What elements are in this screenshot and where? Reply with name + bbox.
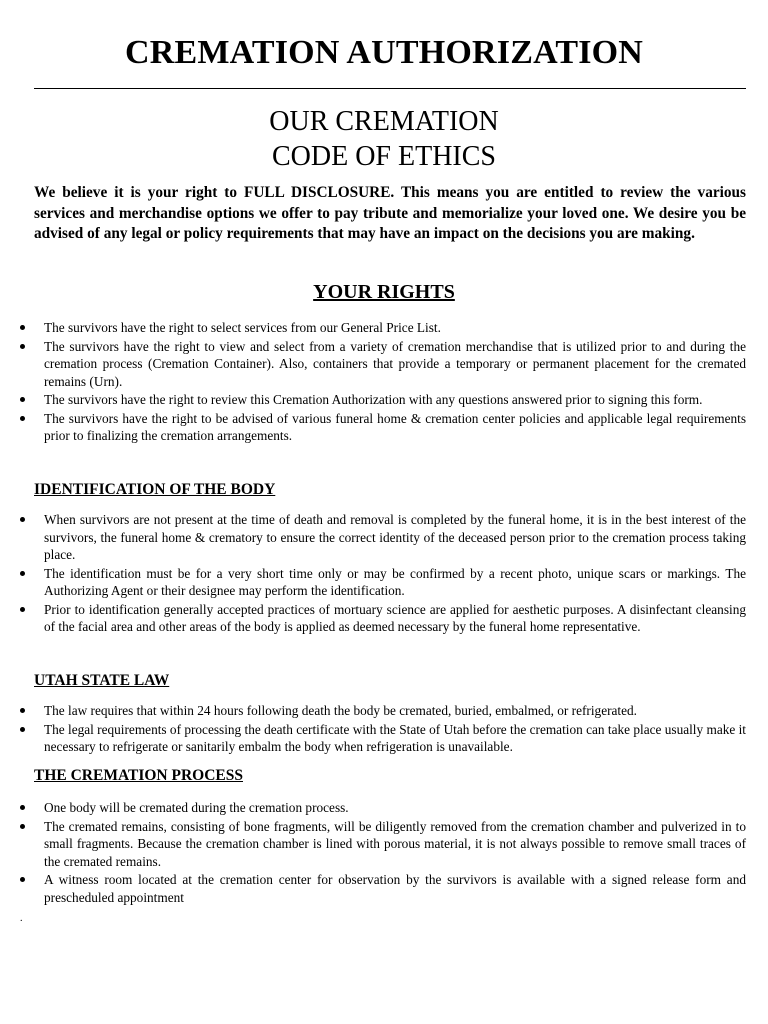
list-item — [20, 601, 746, 636]
list-item — [20, 871, 746, 906]
list-item — [20, 391, 746, 409]
cremation-process-list — [20, 799, 746, 907]
your-rights-list — [20, 319, 746, 446]
cremation-process-heading: THE CREMATION PROCESS — [34, 767, 243, 784]
identification-heading: IDENTIFICATION OF THE BODY — [34, 481, 276, 498]
list-item — [20, 565, 746, 600]
list-item-text: The survivors have the right to review this Cremation Authorization with any questions answered prior to signing this form. — [44, 392, 703, 407]
bullet-icon — [20, 805, 25, 810]
your-rights-heading: YOUR RIGHTS — [313, 281, 455, 303]
list-item-text: The survivors have the right to select services from our General Price List. — [44, 320, 441, 335]
subtitle-line-2: CODE OF ETHICS — [271, 141, 496, 172]
bullet-icon — [20, 325, 25, 330]
document-title: CREMATION AUTHORIZATION — [124, 34, 644, 71]
subtitle-line-1: OUR CREMATION — [269, 106, 499, 137]
list-item — [20, 319, 746, 337]
list-item — [20, 818, 746, 871]
list-item — [20, 721, 746, 756]
bullet-icon — [20, 517, 25, 522]
bullet-icon — [20, 571, 25, 576]
list-item — [20, 702, 746, 720]
bullet-icon — [20, 708, 25, 713]
list-item-text: When survivors are not present at the time of death and removal is completed by the funeral home, it is in the best interest of the survivors, the funeral home & crematory to ensure the correct identity of the deceased person prior to the cremation process taking place. — [44, 512, 746, 562]
list-item-text: The survivors have the right to view and select from a variety of cremation merchandise that is utilized prior to and during the cremation process (Cremation Container). Also, containers that provide a temporary or permanent placement for the cremated remains (Urn). — [44, 338, 746, 389]
bullet-icon — [20, 727, 25, 732]
bullet-icon — [20, 877, 25, 882]
list-item-text: The law requires that within 24 hours following death the body be cremated, buried, embalmed, or refrigerated. — [44, 703, 637, 718]
bullet-icon — [20, 824, 25, 829]
footer-mark: . — [20, 913, 23, 924]
list-item — [20, 338, 746, 391]
utah-law-list — [20, 702, 746, 757]
code-of-ethics-heading — [0, 104, 768, 174]
list-item-text: The survivors have the right to be advised of various funeral home & cremation center policies and applicable legal requirements prior to finalizing the cremation arrangements. — [44, 410, 746, 443]
identification-list — [20, 511, 746, 637]
list-item — [20, 410, 746, 445]
utah-state-law-heading: UTAH STATE LAW — [34, 672, 170, 689]
bullet-icon — [20, 344, 25, 349]
list-item-text: The cremated remains, consisting of bone fragments, will be diligently removed from the cremation chamber and pulverized in to small fragments. Because the cremation chamber is lined with porous material, it is not always possible to remove small traces of the cremated remains. — [44, 818, 746, 869]
list-item-text: Prior to identification generally accepted practices of mortuary science are applied for aesthetic purposes. A disinfectant cleansing of the facial area and other areas of the body is applied as deemed necessary by the funeral home representative. — [44, 601, 746, 634]
bullet-icon — [20, 416, 25, 421]
list-item — [20, 799, 746, 817]
list-item-text: One body will be cremated during the cremation process. — [44, 800, 349, 815]
disclosure-paragraph: We believe it is your right to FULL DISCLOSURE. This means you are entitled to review the various services and merchandise options we offer to pay tribute and memorialize your loved one. We desire you be advised of any legal or policy requirements that may have an impact on the decisions you are making. — [34, 184, 746, 242]
list-item — [20, 511, 746, 564]
bullet-icon — [20, 397, 25, 402]
list-item-text: The identification must be for a very short time only or may be confirmed by a recent photo, unique scars or markings. The Authorizing Agent or their designee may perform the identification. — [44, 565, 746, 598]
list-item-text: The legal requirements of processing the death certificate with the State of Utah before the cremation can take place usually make it necessary to refrigerate or sanitarily embalm the body when refrigeration is unavailable. — [44, 721, 746, 754]
title-divider — [34, 88, 746, 89]
bullet-icon — [20, 607, 25, 612]
list-item-text: A witness room located at the cremation center for observation by the survivors is available with a signed release form and prescheduled appointment — [44, 872, 746, 905]
